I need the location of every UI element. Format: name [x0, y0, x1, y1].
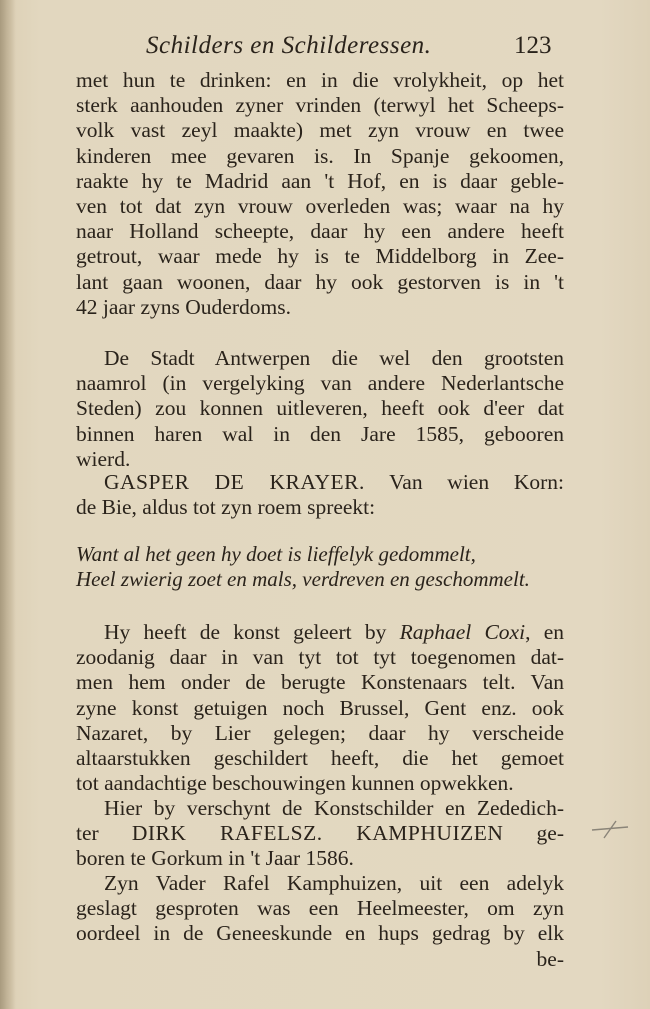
- verse-quotation: [76, 542, 566, 592]
- verse-line: Heel zwierig zoet en mals, verdreven en geschommelt.: [76, 567, 530, 592]
- paragraph-1: [76, 68, 564, 320]
- text-line: [76, 620, 564, 645]
- text-line: 42 jaar zyns Ouderdoms.: [76, 294, 291, 319]
- text-line: Zyn Vader Rafel Kamphuizen, uit een adelyk: [104, 871, 564, 895]
- catchword: be-: [536, 946, 564, 971]
- text-line: de Bie, aldus tot zyn roem spreekt:: [76, 495, 376, 520]
- paragraph-6: [76, 871, 564, 972]
- text-line: [76, 470, 564, 495]
- text-line: geslagt gesproten was een Heelmeester, om zyn: [76, 896, 564, 921]
- artist-name: DIRK RAFELSZ. KAMPHUIZEN: [131, 821, 504, 846]
- text-line: volk vast zeyl maakte) met zyn vrouw en twee: [76, 118, 564, 143]
- paragraph-4: [76, 620, 564, 796]
- text-line: wierd.: [76, 446, 131, 471]
- text-line: Hier by verschynt de Konstschilder en Zededich-: [104, 796, 564, 820]
- page-header: [0, 32, 650, 66]
- text-line: boren te Gorkum in 't Jaar 1586.: [76, 846, 354, 871]
- text-fragment: , en: [525, 620, 564, 644]
- text-line: zyne konst getuigen noch Brussel, Gent enz. ook: [76, 695, 564, 720]
- teacher-name: Raphael Coxi: [399, 620, 526, 644]
- text-line: naamrol (in vergelyking van andere Nederlantsche: [76, 371, 564, 396]
- text-line: binnen haren wal in den Jare 1585, gebooren: [76, 421, 564, 446]
- paragraph-3: [76, 470, 564, 520]
- text-line: [76, 821, 564, 846]
- text-line: ven tot dat zyn vrouw overleden was; waar na hy: [76, 193, 564, 218]
- text-line: raakte hy te Madrid aan 't Hof, en is daar geble-: [76, 168, 564, 193]
- verse-line: Want al het geen hy doet is lieffelyk gedommelt,: [76, 542, 476, 566]
- text-line: kinderen mee gevaren is. In Spanje gekoomen,: [76, 143, 564, 168]
- running-title: Schilders en Schilderessen.: [146, 32, 432, 59]
- text-line: getrout, waar mede hy is te Middelborg in Zee-: [76, 244, 564, 269]
- text-fragment: ter: [76, 821, 99, 846]
- paragraph-2: [76, 346, 564, 472]
- text-line: De Stadt Antwerpen die wel den grootsten: [104, 346, 564, 370]
- text-line: tot aandachtige beschouwingen kunnen opwekken.: [76, 771, 514, 796]
- text-line: met hun te drinken: en in die vrolykheit, op het: [76, 68, 564, 92]
- text-line: sterk aanhouden zyner vrinden (terwyl het Scheeps-: [76, 93, 564, 118]
- text-line: lant gaan woonen, daar hy ook gestorven is in 't: [76, 269, 564, 294]
- pencil-cross-mark: [590, 818, 630, 840]
- paragraph-5: [76, 796, 564, 872]
- text-fragment: Van wien Korn:: [389, 470, 564, 494]
- text-line: naar Holland scheepte, daar hy een andere heeft: [76, 219, 564, 244]
- text-line: Steden) zou konnen uitleveren, heeft ook d'eer dat: [76, 396, 564, 421]
- artist-name: GASPER DE KRAYER.: [104, 470, 365, 494]
- text-fragment: Hy heeft de konst geleert by: [104, 620, 387, 644]
- text-line: altaarstukken geschildert heeft, die het gemoet: [76, 745, 564, 770]
- text-line: men hem onder de berugte Konstenaars telt. Van: [76, 670, 564, 695]
- page-gutter-shadow: [0, 0, 16, 1009]
- page-number: 123: [514, 32, 552, 59]
- text-fragment: ge-: [536, 821, 564, 846]
- text-line: zoodanig daar in van tyt tot tyt toegenomen dat-: [76, 645, 564, 670]
- text-line: oordeel in de Geneeskunde en hups gedrag by elk: [76, 921, 564, 946]
- text-line: Nazaret, by Lier gelegen; daar hy verscheide: [76, 720, 564, 745]
